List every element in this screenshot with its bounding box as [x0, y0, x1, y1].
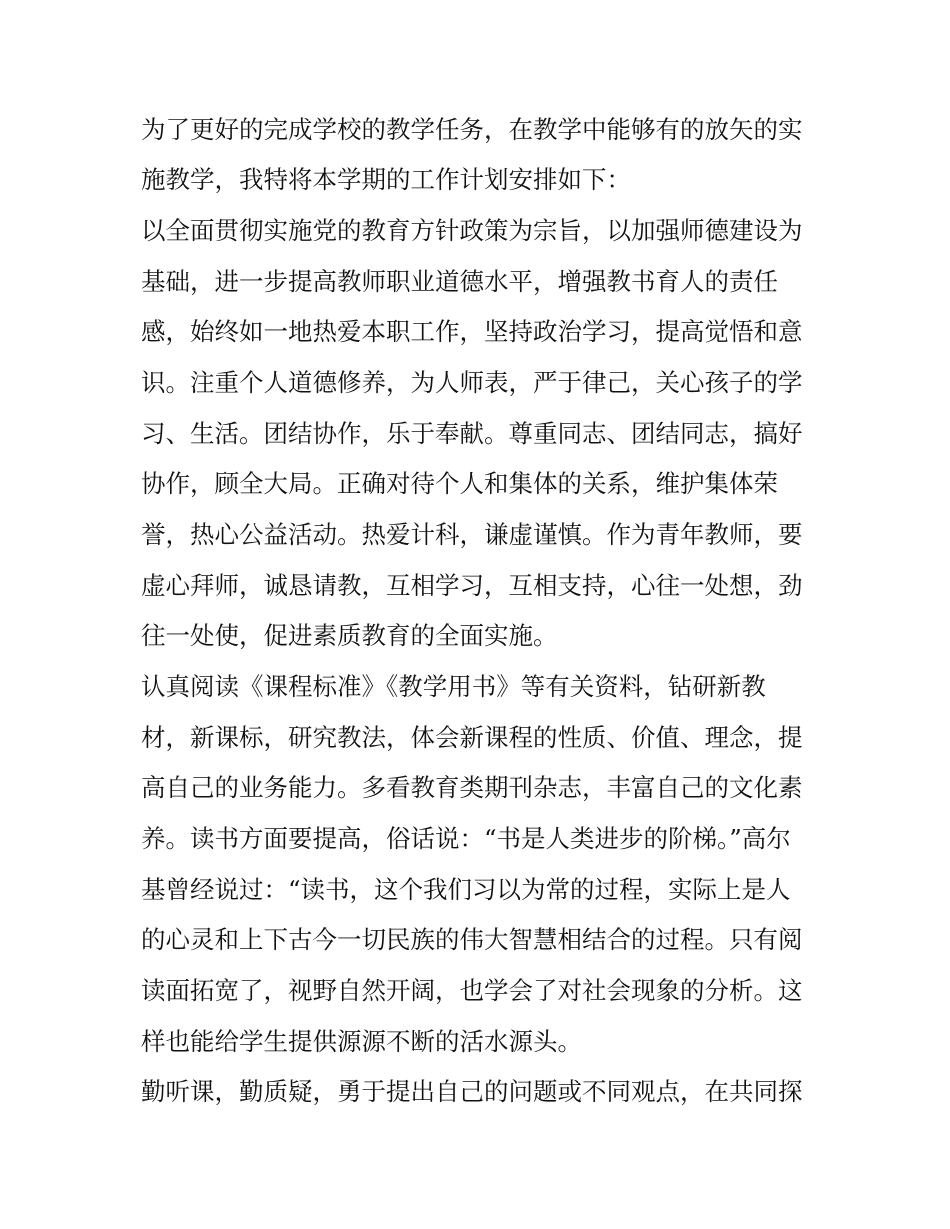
- text-line: 基础，进一步提高教师职业道德水平，增强教书育人的责任: [141, 267, 778, 296]
- text-line: 为了更好的完成学校的教学任务，在教学中能够有的放矢的实: [141, 115, 803, 144]
- text-line: 誉，热心公益活动。热爱计科，谦虚谨慎。作为青年教师，要: [141, 520, 803, 549]
- text-line: 以全面贯彻实施党的教育方针政策为宗旨，以加强师德建设为: [141, 216, 803, 245]
- text-line: 勤听课，勤质疑，勇于提出自己的问题或不同观点，在共同探: [141, 1077, 803, 1106]
- text-line: 感，始终如一地热爱本职工作，坚持政治学习，提高觉悟和意: [141, 317, 803, 346]
- text-line: 往一处使，促进素质教育的全面实施。: [141, 621, 558, 650]
- text-line: 认真阅读《课程标准》《教学用书》等有关资料，钻研新教: [141, 672, 766, 701]
- text-line: 基曾经说过：“读书，这个我们习以为常的过程，实际上是人: [141, 875, 791, 904]
- text-line: 材，新课标，研究教法，体会新课程的性质、价值、理念，提: [141, 723, 803, 752]
- text-line: 协作，顾全大局。正确对待个人和集体的关系，维护集体荣: [141, 469, 778, 498]
- text-line: 施教学，我特将本学期的工作计划安排如下：: [141, 165, 631, 194]
- text-line: 识。注重个人道德修养，为人师表，严于律己，关心孩子的学: [141, 368, 803, 397]
- text-line: 样也能给学生提供源源不断的活水源头。: [141, 1027, 582, 1056]
- text-line: 高自己的业务能力。多看教育类期刊杂志，丰富自己的文化素: [141, 773, 803, 802]
- text-line: 读面拓宽了，视野自然开阔，也学会了对社会现象的分析。这: [141, 976, 803, 1005]
- text-line: 养。读书方面要提高，俗话说：“书是人类进步的阶梯。”高尔: [141, 824, 791, 853]
- text-line: 虚心拜师，诚恳请教，互相学习，互相支持，心往一处想，劲: [141, 571, 803, 600]
- text-line: 的心灵和上下古今一切民族的伟大智慧相结合的过程。只有阅: [141, 925, 803, 954]
- text-line: 习、生活。团结协作，乐于奉献。尊重同志、团结同志，搞好: [141, 419, 803, 448]
